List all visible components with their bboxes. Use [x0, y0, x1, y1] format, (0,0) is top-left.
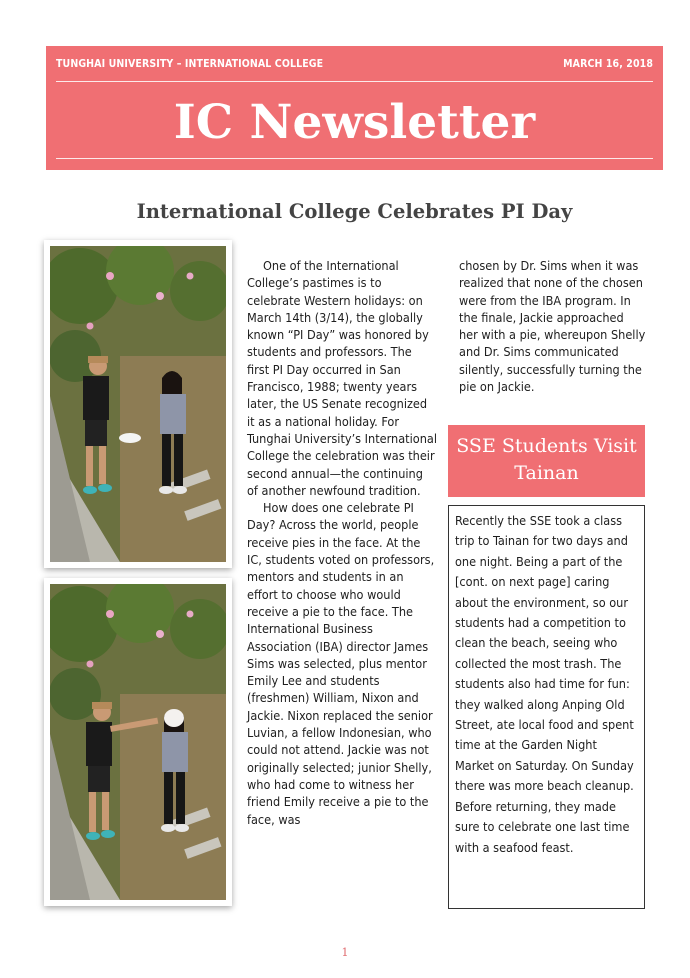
article-paragraph-3: chosen by Dr. Sims when it was realized that none of the chosen were from the IBA program. In the finale, Jackie approached her with a pie, whereupon Shelly and Dr. Sims communicated silently, successfully turning the pie on Jackie. — [459, 258, 646, 395]
article-column-2 — [459, 257, 646, 395]
photo-scene — [50, 246, 226, 562]
photo-scene — [50, 584, 226, 900]
masthead — [46, 46, 663, 170]
article-paragraph-1: One of the International College’s pastimes is to celebrate Western holidays: on March 14th (3/14), the globally known “PI Day” was honored by students and professors. The first PI Day occurred in San Francisco, 1988; twenty years later, the US Senate recognized it as a national holiday. For Tunghai University’s International College the celebration was their second annual—the continuing of another newfound tradition. — [247, 258, 437, 498]
masthead-rule-bottom — [56, 158, 653, 159]
pi-day-photo-1 — [44, 240, 232, 568]
sidebar-title: SSE Students Visit Tainan — [448, 425, 645, 497]
institution-name: TUNGHAI UNIVERSITY – INTERNATIONAL COLLEGE — [56, 58, 324, 70]
newsletter-title: IC Newsletter — [173, 95, 536, 150]
issue-date: MARCH 16, 2018 — [563, 58, 653, 70]
photo-illustration — [50, 246, 226, 562]
article-column-1 — [247, 257, 437, 828]
article-headline: International College Celebrates PI Day — [136, 200, 573, 223]
photo-illustration — [50, 584, 226, 900]
masthead-rule-top — [56, 81, 653, 82]
page-number: 1 — [341, 946, 349, 959]
masthead-topline — [56, 58, 653, 70]
pi-day-photo-2 — [44, 578, 232, 906]
sidebar-body: Recently the SSE took a class trip to Tainan for two days and one night. Being a part of the [cont. on next page] caring about the environment, so our students had a competition to clean the beach, seeing who collected the most trash. The students also had time for fun: they walked along Anping Old Street, ate local food and spent time at the Garden Night Market on Saturday. On Sunday there was more beach cleanup. Before returning, they made sure to celebrate one last time with a seafood feast. — [448, 505, 645, 909]
article-paragraph-2: How does one celebrate PI Day? Across the world, people receive pies in the face. At the IC, students voted on professors, mentors and students in an effort to choose who would receive a pie to the face. The International Business Association (IBA) director James Sims was selected, plus mentor Emily Lee and students (freshmen) William, Nixon and Jackie. Nixon replaced the senior Luvian, a fellow Indonesian, who could not attend. Jackie was not originally selected; junior Shelly, who had come to witness her friend Emily receive a pie to the face, was — [247, 500, 435, 827]
